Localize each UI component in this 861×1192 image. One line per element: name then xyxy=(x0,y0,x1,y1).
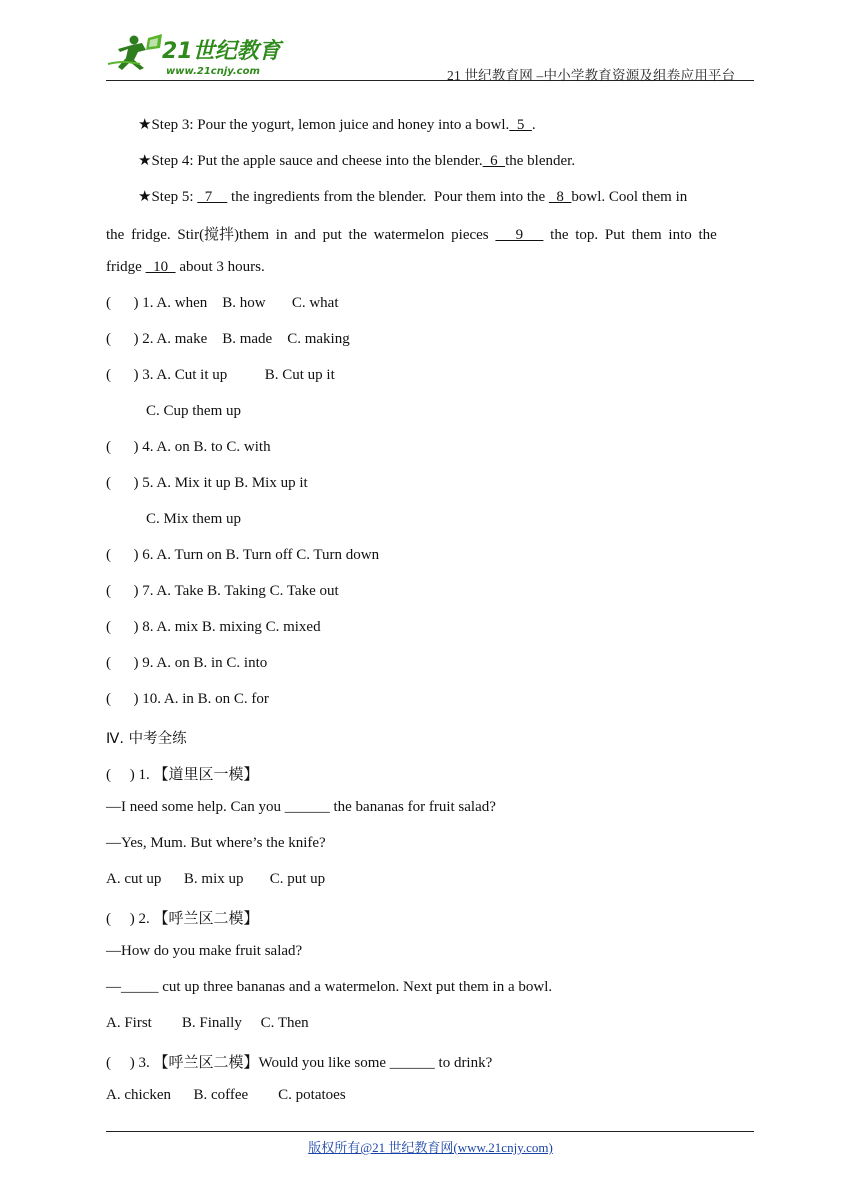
section-4-q3-options: A. chicken B. coffee C. potatoes xyxy=(106,1087,346,1103)
question-7: ( ) 7. A. Take B. Taking C. Take out xyxy=(106,583,339,599)
section-4-q2-options: A. First B. Finally C. Then xyxy=(106,1015,309,1031)
site-logo xyxy=(104,30,284,80)
step-4: ★Step 4: Put the apple sauce and cheese into the blender. 6 the blender. xyxy=(138,153,576,169)
question-8: ( ) 8. A. mix B. mixing C. mixed xyxy=(106,619,321,635)
header-divider xyxy=(106,80,754,81)
question-3-option-c: C. Cup them up xyxy=(146,403,242,419)
svg-text:www.21cnjy.com: www.21cnjy.com xyxy=(166,66,260,77)
runner-logo-icon xyxy=(104,30,284,80)
step-3: ★Step 3: Pour the yogurt, lemon juice and honey into a bowl. 5 . xyxy=(138,117,536,133)
blank-9: 9 xyxy=(495,227,544,243)
question-10: ( ) 10. A. in B. on C. for xyxy=(106,691,269,707)
blank-6: 6 xyxy=(482,153,506,169)
section-4-title: Ⅳ. 中考全练 xyxy=(106,731,187,747)
question-9: ( ) 9. A. on B. in C. into xyxy=(106,655,268,671)
section-4-q2-header: ( ) 2. 【呼兰区二模】 xyxy=(106,911,259,927)
section-4-q1-reply: —Yes, Mum. But where’s the knife? xyxy=(106,835,326,851)
copyright-link[interactable]: 版权所有@21 世纪教育网(www.21cnjy.com) xyxy=(308,1140,553,1155)
svg-text:21世纪教育: 21世纪教育 xyxy=(162,39,281,64)
question-5-option-c: C. Mix them up xyxy=(146,511,242,527)
step-5-line-3: fridge 10 about 3 hours. xyxy=(106,259,265,275)
section-4-q2-reply: —_____ cut up three bananas and a watermelon. Next put them in a bowl. xyxy=(106,979,553,995)
question-4: ( ) 4. A. on B. to C. with xyxy=(106,439,271,455)
section-4-q2-prompt: —How do you make fruit salad? xyxy=(106,943,303,959)
section-4-q1-header: ( ) 1. 【道里区一模】 xyxy=(106,767,259,783)
question-2: ( ) 2. A. make B. made C. making xyxy=(106,331,350,347)
section-4-q1-prompt: —I need some help. Can you ______ the bananas for fruit salad? xyxy=(106,799,496,815)
step-5-line-1: ★Step 5: 7 the ingredients from the blender. Pour them into the 8 bowl. Cool them in xyxy=(138,189,688,205)
site-tagline: 21 世纪教育网 –中小学教育资源及组卷应用平台 xyxy=(447,68,736,83)
section-4-q1-options: A. cut up B. mix up C. put up xyxy=(106,871,326,887)
question-5: ( ) 5. A. Mix it up B. Mix up it xyxy=(106,475,308,491)
question-1: ( ) 1. A. when B. how C. what xyxy=(106,295,339,311)
question-3: ( ) 3. A. Cut it up B. Cut up it xyxy=(106,367,335,383)
footer-divider xyxy=(106,1131,754,1132)
section-4-q3-prompt: ( ) 3. 【呼兰区二模】Would you like some ______ to drink? xyxy=(106,1055,493,1071)
blank-10: 10 xyxy=(145,259,176,275)
step-5-line-2: the fridge. Stir(搅拌)them in and put the watermelon pieces 9 the top. Put them into the xyxy=(106,227,717,243)
blank-7: 7 xyxy=(197,189,228,205)
blank-8: 8 xyxy=(548,189,572,205)
blank-5: 5 xyxy=(509,117,532,133)
question-6: ( ) 6. A. Turn on B. Turn off C. Turn down xyxy=(106,547,380,563)
